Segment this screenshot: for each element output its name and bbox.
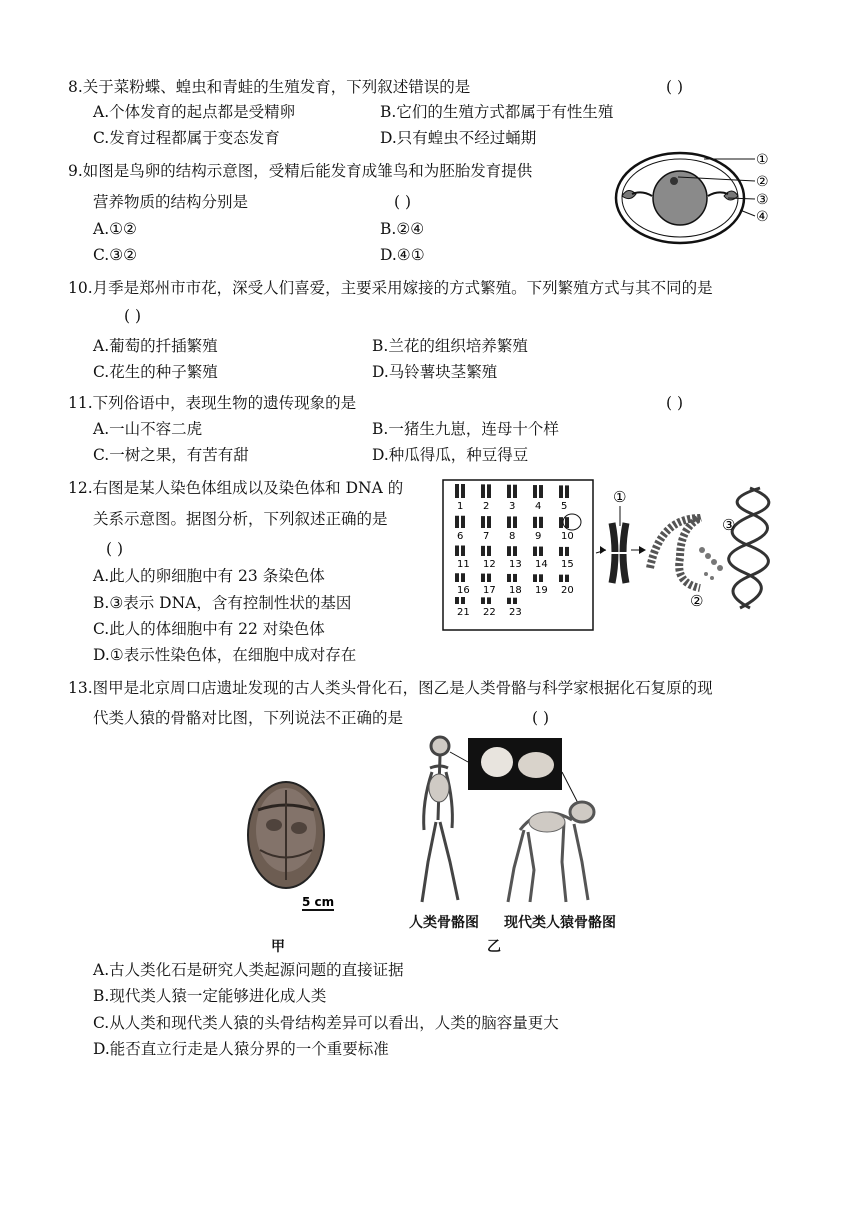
karyotype-number: 7 xyxy=(483,531,490,542)
q10-option-b: B.兰花的组织培养繁殖 xyxy=(372,337,528,355)
q10-answer-bracket: ( ) xyxy=(124,307,142,325)
karyotype-chromosome xyxy=(513,546,517,556)
q11-option-b: B.一猪生九崽，连母十个样 xyxy=(372,420,559,438)
karyotype-number: 2 xyxy=(483,501,490,512)
q12-stem-line1: 12.右图是某人染色体组成以及染色体和 DNA 的 xyxy=(68,479,404,497)
q13-answer-bracket: ( ) xyxy=(532,709,550,727)
karyotype-number: 14 xyxy=(535,559,548,570)
karyotype-chromosome xyxy=(533,547,537,556)
karyotype-number: 12 xyxy=(483,559,496,570)
q11-option-d: D.种瓜得瓜，种豆得豆 xyxy=(372,446,529,464)
scale-bar-label: 5 cm xyxy=(302,895,335,909)
karyotype-number: 13 xyxy=(509,559,522,570)
karyotype-chromosome xyxy=(481,597,485,604)
karyotype-chromosome xyxy=(559,575,563,582)
q9-stem-line2: 营养物质的结构分别是 xyxy=(93,193,249,211)
karyotype-chromosome xyxy=(539,485,543,498)
karyotype-chromosome xyxy=(455,516,459,528)
karyotype-chromosome xyxy=(481,484,485,498)
q12-answer-bracket: ( ) xyxy=(106,540,124,558)
karyotype-number: 20 xyxy=(561,585,574,596)
karyotype-number: 17 xyxy=(483,585,496,596)
karyotype-number: 11 xyxy=(457,559,470,570)
karyotype-chromosome xyxy=(481,546,485,556)
q12-option-c: C.此人的体细胞中有 22 对染色体 xyxy=(93,620,325,638)
q13-option-a: A.古人类化石是研究人类起源问题的直接证据 xyxy=(93,961,404,979)
chromosome-label-2: ② xyxy=(690,592,704,610)
egg-label-2: ② xyxy=(756,174,769,190)
q10-option-c: C.花生的种子繁殖 xyxy=(93,363,218,381)
karyotype-chromosome xyxy=(461,597,465,604)
karyotype-chromosome xyxy=(565,485,569,498)
karyotype-number: 10 xyxy=(561,531,574,542)
q8-option-d: D.只有蝗虫不经过蛹期 xyxy=(380,129,537,147)
egg-label-1: ① xyxy=(756,152,769,168)
q11-option-c: C.一树之果，有苦有甜 xyxy=(93,446,249,464)
karyotype-chromosome xyxy=(539,574,543,582)
karyotype-chromosome xyxy=(455,597,459,604)
chromosome-label-1: ① xyxy=(613,488,627,506)
karyotype-number: 1 xyxy=(457,501,464,512)
karyotype-chromosome xyxy=(455,484,459,498)
karyotype-chromosome xyxy=(461,516,465,528)
karyotype-number: 6 xyxy=(457,531,464,542)
egg-label-3: ③ xyxy=(756,192,769,208)
q12-stem-line2: 关系示意图。据图分析，下列叙述正确的是 xyxy=(93,510,388,528)
caption-yi: 乙 xyxy=(487,939,501,955)
q8-answer-bracket: ( ) xyxy=(666,78,684,96)
q8-option-c: C.发育过程都属于变态发育 xyxy=(93,129,280,147)
karyotype-chromosome xyxy=(487,597,491,604)
karyotype-chromosome xyxy=(481,516,485,528)
karyotype-number: 15 xyxy=(561,559,574,570)
karyotype-chromosome xyxy=(461,546,465,557)
karyotype-number: 8 xyxy=(509,531,516,542)
karyotype-chromosome xyxy=(513,598,517,604)
bird-egg-diagram xyxy=(612,146,812,256)
karyotype-number: 19 xyxy=(535,585,548,596)
q10-option-a: A.葡萄的扦插繁殖 xyxy=(93,337,218,355)
karyotype-chromosome xyxy=(559,547,563,556)
karyotype-chromosome xyxy=(559,485,563,498)
karyotype-chromosome xyxy=(507,485,511,498)
karyotype-chromosome xyxy=(487,516,491,528)
q8-option-a: A.个体发育的起点都是受精卵 xyxy=(93,103,296,121)
karyotype-number: 9 xyxy=(535,531,542,542)
karyotype-number: 5 xyxy=(561,501,568,512)
karyotype-chromosome xyxy=(513,574,517,582)
q12-option-d: D.①表示性染色体，在细胞中成对存在 xyxy=(93,646,357,664)
karyotype-number: 22 xyxy=(483,607,496,618)
chromosome-enlarged xyxy=(608,523,630,583)
ape-skeleton xyxy=(508,802,594,902)
karyotype-chromosome xyxy=(507,574,511,582)
karyotype-chromosome xyxy=(513,485,517,498)
chromatin-coil xyxy=(650,518,723,588)
q9-answer-bracket: ( ) xyxy=(394,193,412,211)
karyotype-chromosome xyxy=(487,484,491,498)
caption-ape-skeleton: 现代类人猿骨骼图 xyxy=(504,915,616,931)
human-skeleton xyxy=(422,737,458,902)
karyotype-chromosome xyxy=(487,574,491,582)
q10-stem: 10.月季是郑州市市花，深受人们喜爱，主要采用嫁接的方式繁殖。下列繁殖方式与其不同的是 xyxy=(68,279,713,297)
karyotype-chromosome xyxy=(565,517,569,528)
chromosome-label-3: ③ xyxy=(722,516,736,534)
q11-answer-bracket: ( ) xyxy=(666,394,684,412)
karyotype-chromosome xyxy=(507,598,511,604)
skeleton-comparison-figure xyxy=(402,732,632,910)
karyotype-chromosome xyxy=(455,573,459,582)
q10-option-d: D.马铃薯块茎繁殖 xyxy=(372,363,498,381)
q13-stem-line1: 13.图甲是北京周口店遗址发现的古人类头骨化石，图乙是人类骨骼与科学家根据化石复原的现 xyxy=(68,679,713,697)
caption-human-skeleton: 人类骨骼图 xyxy=(409,915,479,931)
q13-option-c: C.从人类和现代类人猿的头骨结构差异可以看出，人类的脑容量更大 xyxy=(93,1014,559,1032)
q9-stem-line1: 9.如图是鸟卵的结构示意图，受精后能发育成雏鸟和为胚胎发育提供 xyxy=(68,162,533,180)
karyotype-chromosome xyxy=(481,574,485,582)
q9-option-d: D.④① xyxy=(380,246,425,264)
karyotype-number: 3 xyxy=(509,501,516,512)
q8-stem: 8.关于菜粉蝶、蝗虫和青蛙的生殖发育，下列叙述错误的是 xyxy=(68,78,471,96)
karyotype-chromosome xyxy=(461,484,465,498)
skull-fossil-figure xyxy=(236,770,346,920)
egg-label-4: ④ xyxy=(756,209,769,225)
karyotype-chromosome xyxy=(533,574,537,582)
q12-option-a: A.此人的卵细胞中有 23 条染色体 xyxy=(93,567,325,585)
q8-option-b: B.它们的生殖方式都属于有性生殖 xyxy=(380,103,614,121)
karyotype-chromosome xyxy=(539,547,543,556)
karyotype-chromosome xyxy=(559,517,563,528)
q9-option-c: C.③② xyxy=(93,246,138,264)
karyotype-chromosome xyxy=(455,546,459,557)
karyotype-chromosome xyxy=(565,547,569,556)
q12-option-b: B.③表示 DNA，含有控制性状的基因 xyxy=(93,594,352,612)
karyotype-number: 16 xyxy=(457,585,470,596)
karyotype-chromosome xyxy=(487,546,491,556)
karyotype-number: 18 xyxy=(509,585,522,596)
q11-stem: 11.下列俗语中，表现生物的遗传现象的是 xyxy=(68,394,357,412)
q13-option-b: B.现代类人猿一定能够进化成人类 xyxy=(93,987,327,1005)
karyotype-chromosome xyxy=(539,517,543,528)
q13-option-d: D.能否直立行走是人猿分界的一个重要标准 xyxy=(93,1040,389,1058)
karyotype-number: 21 xyxy=(457,607,470,618)
karyotype-number: 23 xyxy=(509,607,522,618)
karyotype-chromosome xyxy=(513,516,517,528)
karyotype-number: 4 xyxy=(535,501,542,512)
karyotype-chromosome xyxy=(461,573,465,582)
karyotype-chromosome xyxy=(507,546,511,556)
karyotype-chromosome xyxy=(533,517,537,528)
karyotype-chromosome xyxy=(507,516,511,528)
q13-stem-line2: 代类人猿的骨骼对比图，下列说法不正确的是 xyxy=(93,709,404,727)
chromosome-diagram xyxy=(440,478,785,633)
karyotype-chromosome xyxy=(565,575,569,582)
q9-option-a: A.①② xyxy=(93,220,137,238)
karyotype-chromosome xyxy=(533,485,537,498)
q9-option-b: B.②④ xyxy=(380,220,425,238)
dna-helix xyxy=(729,488,769,608)
caption-jia: 甲 xyxy=(271,939,285,955)
q11-option-a: A.一山不容二虎 xyxy=(93,420,203,438)
